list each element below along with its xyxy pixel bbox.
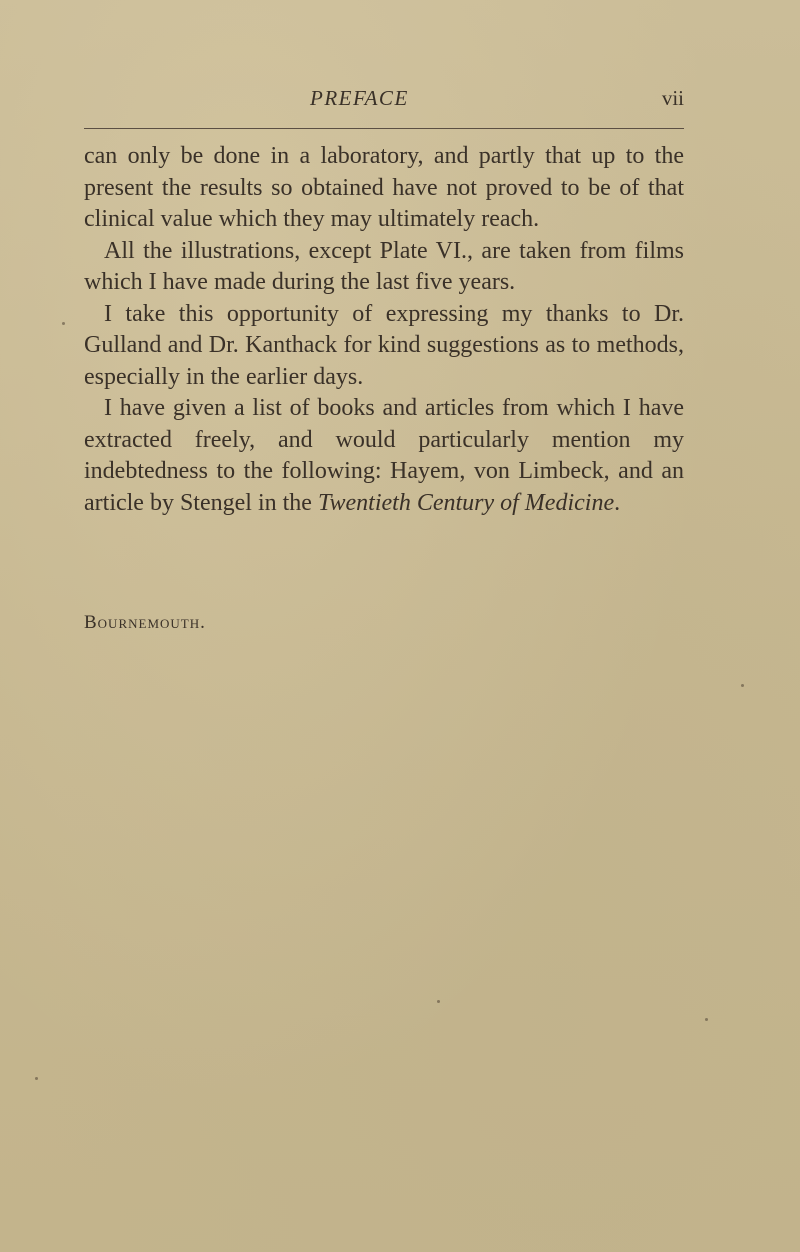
book-title: Twentieth Century of Medicine	[317, 489, 615, 516]
paper-speck	[35, 1077, 38, 1080]
paragraph-1: can only be done in a laboratory, and partly that up to the present the results so obtained have not proved to be of that clinical value which they may ultimately reach.	[84, 143, 684, 232]
page-header	[84, 86, 684, 126]
running-title: PREFACE	[310, 86, 409, 110]
paper-speck	[437, 1000, 440, 1003]
preface-body	[84, 141, 684, 519]
paragraph-4	[84, 393, 684, 519]
page-number: vii	[661, 86, 684, 110]
header-rule	[84, 128, 684, 129]
paragraph-3: I take this opportunity of expressing my thanks to Dr. Gulland and Dr. Kanthack for kind suggestions as to methods, especially in the earlier days.	[84, 300, 684, 390]
paragraph-2: All the illustrations, except Plate VI., are taken from films which I have made during the last five years.	[84, 237, 684, 295]
paragraph-4-end: .	[614, 489, 621, 516]
paragraph-4-text: I have given a list of books and articles from which I have extracted freely, and would particularly mention my indebtedness to the following: Hayem, von Limbeck, and an article by Stengel in the	[84, 395, 684, 516]
paper-speck	[62, 322, 65, 325]
paper-speck	[705, 1018, 708, 1021]
place-signature: Bournemouth.	[84, 612, 206, 633]
paper-speck	[741, 684, 744, 687]
